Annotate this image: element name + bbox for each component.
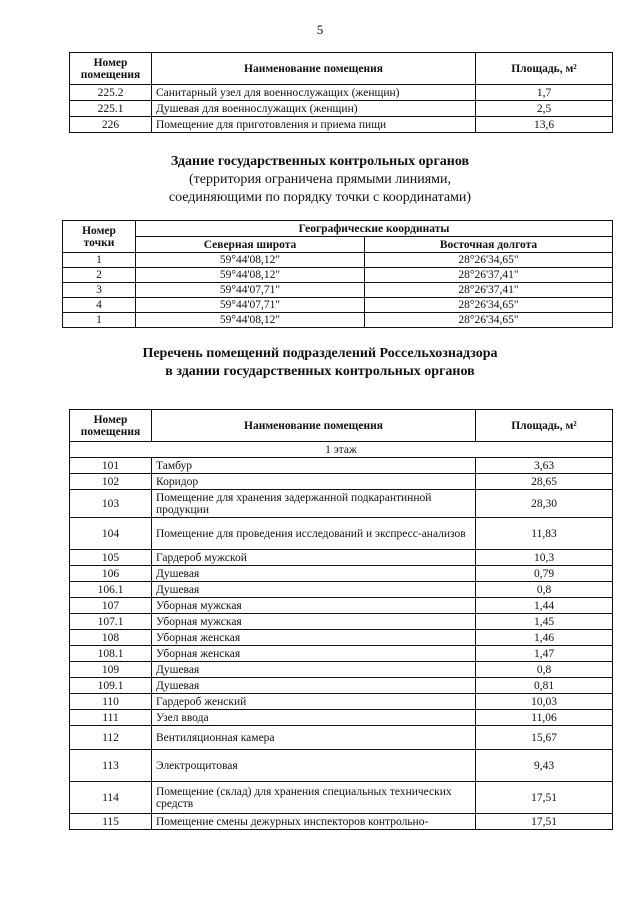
room-area: 11,83 [476, 518, 613, 550]
room-name: Тамбур [152, 458, 476, 474]
room-number: 108 [70, 630, 152, 646]
table-row [70, 782, 613, 814]
longitude: 28°26'34,65" [365, 253, 613, 268]
room-number: 107.1 [70, 614, 152, 630]
header-point-number: Номер точки [63, 221, 136, 253]
room-name: Помещение для хранения задержанной подкарантинной продукции [152, 490, 476, 518]
room-area: 10,3 [476, 550, 613, 566]
room-number: 113 [70, 750, 152, 782]
longitude: 28°26'37,41" [365, 268, 613, 283]
section-title-line1: Перечень помещений подразделений Россельхознадзора [142, 346, 498, 361]
rooms-table-continued [69, 52, 613, 133]
table-row [70, 662, 613, 678]
room-number: 106 [70, 566, 152, 582]
longitude: 28°26'37,41" [365, 283, 613, 298]
room-name: Уборная женская [152, 630, 476, 646]
room-number: 226 [70, 117, 152, 133]
room-number: 110 [70, 694, 152, 710]
section-heading-room-list [0, 345, 640, 381]
table-row [70, 550, 613, 566]
section-heading-building [0, 153, 640, 207]
room-area: 0,8 [476, 662, 613, 678]
rooms-table [69, 409, 613, 830]
page-number: 5 [316, 22, 324, 37]
section-subtitle-line2: соединяющими по порядку точки с координатами) [168, 190, 472, 205]
room-name: Гардероб мужской [152, 550, 476, 566]
header-room-name: Наименование помещения [152, 53, 476, 85]
room-name: Помещение для проведения исследований и экспресс-анализов [152, 518, 476, 550]
longitude: 28°26'34,65" [365, 298, 613, 313]
table-row [70, 518, 613, 550]
header-longitude: Восточная долгота [365, 237, 613, 253]
room-area: 13,6 [476, 117, 613, 133]
header-room-number: Номер помещения [70, 53, 152, 85]
table-row [70, 474, 613, 490]
table-row [70, 582, 613, 598]
room-number: 109.1 [70, 678, 152, 694]
room-name: Душевая [152, 566, 476, 582]
table-row [70, 490, 613, 518]
header-room-name: Наименование помещения [152, 410, 476, 442]
room-number: 111 [70, 710, 152, 726]
header-latitude: Северная широта [136, 237, 365, 253]
room-area: 0,8 [476, 582, 613, 598]
table-row [63, 283, 613, 298]
coordinates-table [62, 220, 613, 328]
table-row [70, 814, 613, 830]
header-area: Площадь, м² [476, 53, 613, 85]
room-area: 28,30 [476, 490, 613, 518]
header-room-number: Номер помещения [70, 410, 152, 442]
room-area: 11,06 [476, 710, 613, 726]
room-number: 112 [70, 726, 152, 750]
table-row [63, 253, 613, 268]
table-row [70, 566, 613, 582]
room-number: 109 [70, 662, 152, 678]
room-name: Душевая [152, 582, 476, 598]
room-name: Электрощитовая [152, 750, 476, 782]
table-row [63, 268, 613, 283]
header-area: Площадь, м² [476, 410, 613, 442]
room-area: 3,63 [476, 458, 613, 474]
room-number: 225.2 [70, 85, 152, 101]
section-title-line2: в здании государственных контрольных органов [165, 364, 475, 379]
room-area: 28,65 [476, 474, 613, 490]
room-number: 106.1 [70, 582, 152, 598]
room-number: 108.1 [70, 646, 152, 662]
table-row [70, 694, 613, 710]
room-number: 225.1 [70, 101, 152, 117]
room-name: Помещение (склад) для хранения специальных технических средств [152, 782, 476, 814]
room-name: Санитарный узел для военнослужащих (женщин) [152, 85, 476, 101]
table-row [70, 458, 613, 474]
room-area: 10,03 [476, 694, 613, 710]
longitude: 28°26'34,65" [365, 313, 613, 328]
table-row [70, 117, 613, 133]
point-number: 2 [63, 268, 136, 283]
room-name: Помещение смены дежурных инспекторов контрольно- [152, 814, 476, 830]
room-area: 17,51 [476, 782, 613, 814]
section-subtitle-line1: (территория ограничена прямыми линиями, [188, 172, 452, 187]
table-row [63, 313, 613, 328]
room-area: 0,81 [476, 678, 613, 694]
room-number: 115 [70, 814, 152, 830]
room-name: Уборная мужская [152, 598, 476, 614]
table-row [70, 598, 613, 614]
room-area: 0,79 [476, 566, 613, 582]
point-number: 1 [63, 313, 136, 328]
table-row [70, 101, 613, 117]
room-name: Душевая [152, 662, 476, 678]
latitude: 59°44'08,12" [136, 268, 365, 283]
room-name: Гардероб женский [152, 694, 476, 710]
latitude: 59°44'07,71" [136, 298, 365, 313]
floor-label: 1 этаж [70, 442, 613, 458]
latitude: 59°44'07,71" [136, 283, 365, 298]
room-name: Уборная мужская [152, 614, 476, 630]
room-area: 1,44 [476, 598, 613, 614]
table-row [70, 646, 613, 662]
room-area: 1,46 [476, 630, 613, 646]
room-number: 104 [70, 518, 152, 550]
table-row [70, 678, 613, 694]
room-area: 17,51 [476, 814, 613, 830]
room-name: Коридор [152, 474, 476, 490]
room-number: 114 [70, 782, 152, 814]
room-area: 1,47 [476, 646, 613, 662]
table-row [70, 710, 613, 726]
section-title: Здание государственных контрольных органов [170, 154, 470, 169]
header-geo-coordinates: Географические координаты [136, 221, 613, 237]
room-area: 2,5 [476, 101, 613, 117]
room-number: 105 [70, 550, 152, 566]
room-area: 1,7 [476, 85, 613, 101]
latitude: 59°44'08,12" [136, 253, 365, 268]
room-name: Вентиляционная камера [152, 726, 476, 750]
room-name: Уборная женская [152, 646, 476, 662]
table-row [70, 614, 613, 630]
table-row [70, 85, 613, 101]
point-number: 1 [63, 253, 136, 268]
point-number: 3 [63, 283, 136, 298]
floor-row [70, 442, 613, 458]
table-row [70, 750, 613, 782]
room-area: 9,43 [476, 750, 613, 782]
latitude: 59°44'08,12" [136, 313, 365, 328]
table-row [70, 630, 613, 646]
room-area: 1,45 [476, 614, 613, 630]
room-name: Помещение для приготовления и приема пищи [152, 117, 476, 133]
room-name: Узел ввода [152, 710, 476, 726]
room-number: 102 [70, 474, 152, 490]
room-name: Душевая [152, 678, 476, 694]
room-number: 103 [70, 490, 152, 518]
room-area: 15,67 [476, 726, 613, 750]
point-number: 4 [63, 298, 136, 313]
room-name: Душевая для военнослужащих (женщин) [152, 101, 476, 117]
room-number: 107 [70, 598, 152, 614]
table-row [63, 298, 613, 313]
room-number: 101 [70, 458, 152, 474]
table-row [70, 726, 613, 750]
